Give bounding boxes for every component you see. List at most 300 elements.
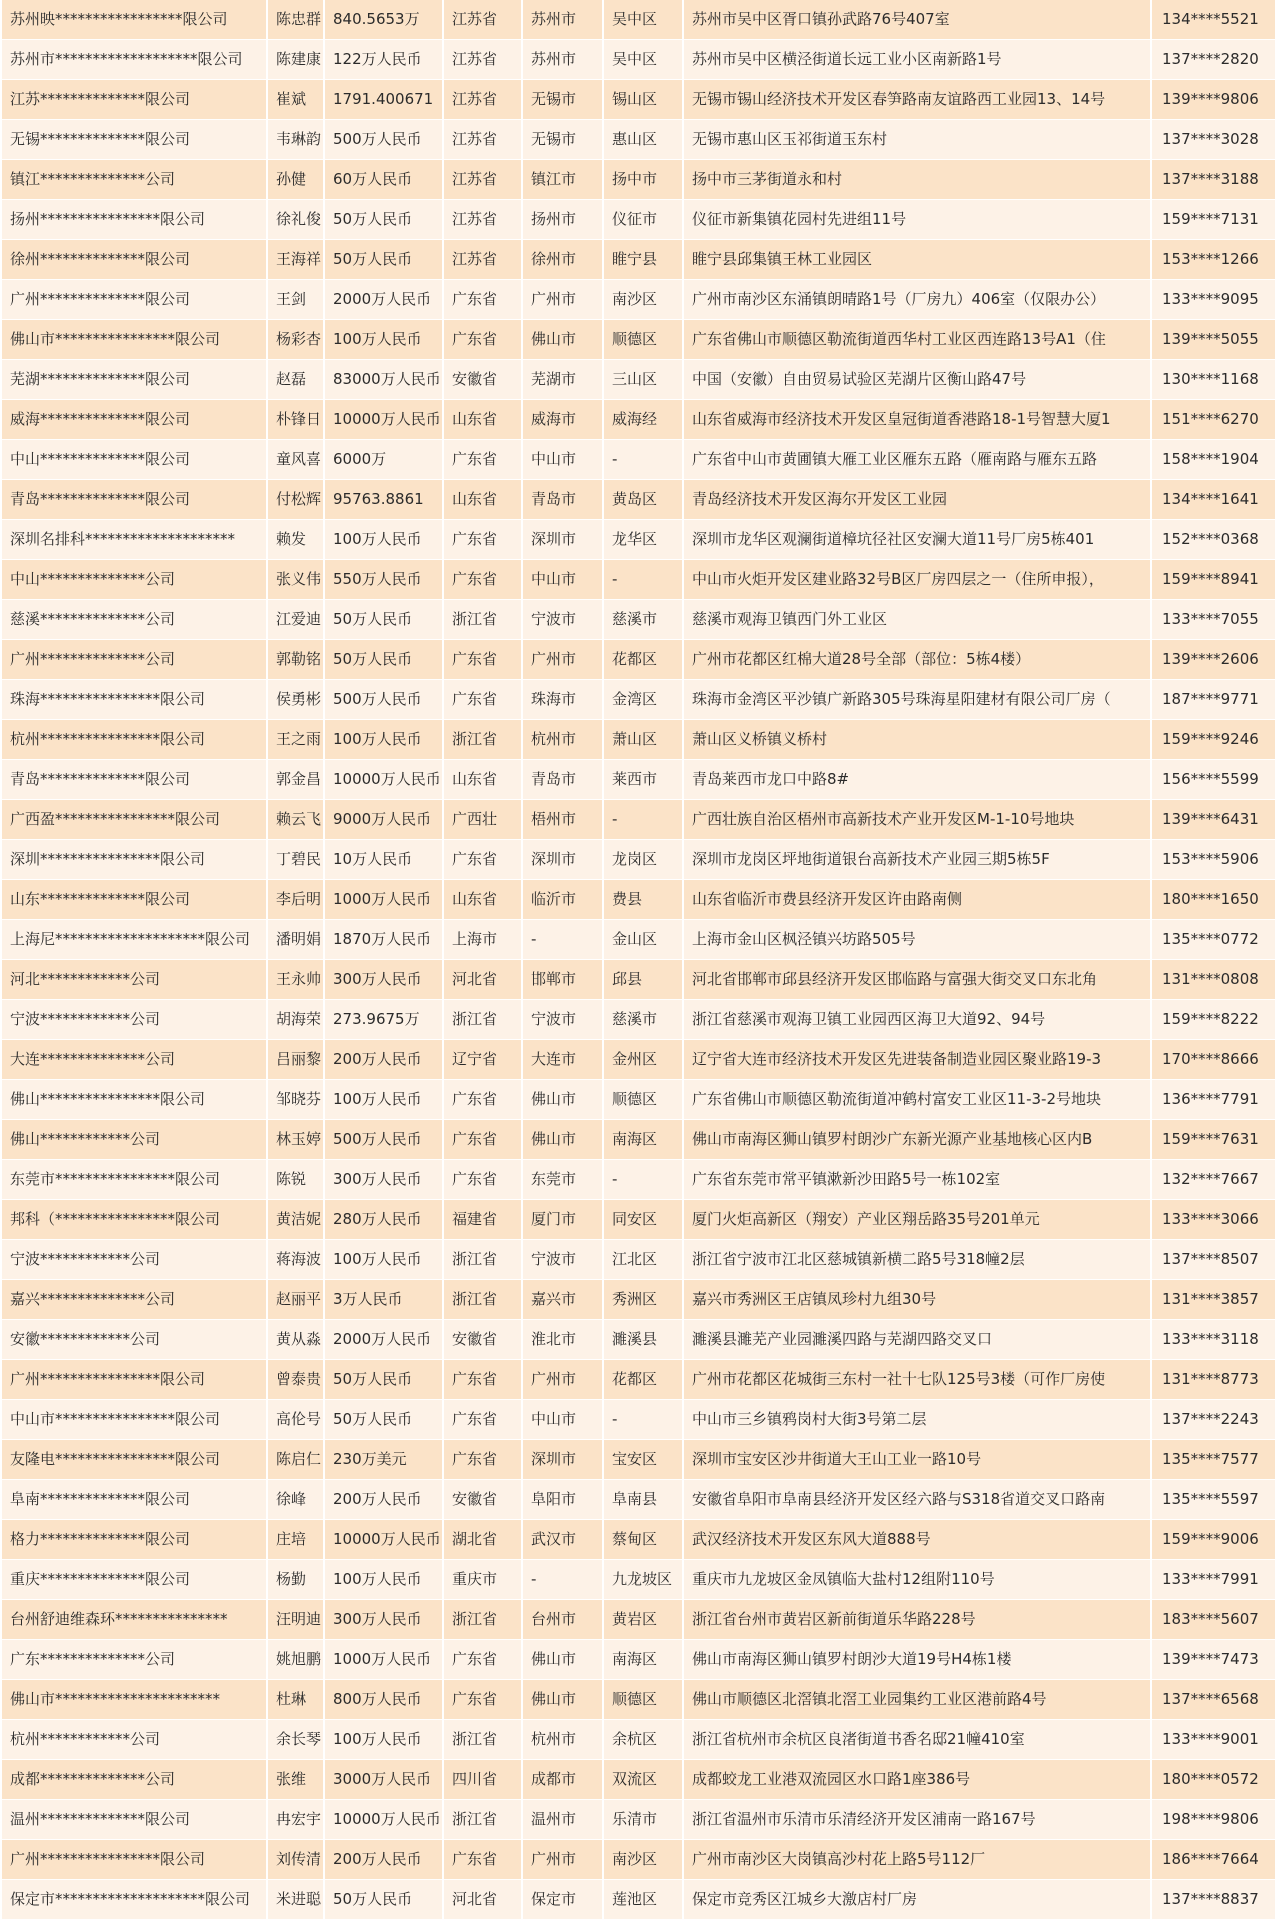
phone-cell: 139****5055 (1151, 320, 1276, 360)
capital-cell: 280万人民币 (324, 1200, 443, 1240)
phone-cell: 135****7577 (1151, 1440, 1276, 1480)
phone-cell: 134****5521 (1151, 0, 1276, 40)
city-cell: 东莞市 (522, 1160, 603, 1200)
capital-cell: 100万人民币 (324, 1240, 443, 1280)
phone-cell: 151****6270 (1151, 400, 1276, 440)
city-cell: 宁波市 (522, 600, 603, 640)
address-cell: 深圳市宝安区沙井街道大王山工业一路10号 (683, 1440, 1151, 1480)
city-cell: 镇江市 (522, 160, 603, 200)
district-cell: 江北区 (603, 1240, 683, 1280)
capital-cell: 3万人民币 (324, 1280, 443, 1320)
address-cell: 广州市花都区花城街三东村一社十七队125号3楼（可作厂房使 (683, 1360, 1151, 1400)
city-cell: 深圳市 (522, 840, 603, 880)
city-cell: 扬州市 (522, 200, 603, 240)
address-cell: 苏州市吴中区胥口镇孙武路76号407室 (683, 0, 1151, 40)
city-cell: 厦门市 (522, 1200, 603, 1240)
district-cell: 黄岛区 (603, 480, 683, 520)
phone-cell: 183****5607 (1151, 1600, 1276, 1640)
table-row (2, 280, 1276, 320)
contact-cell: 冉宏宇 (267, 1800, 324, 1840)
phone-cell: 180****1650 (1151, 880, 1276, 920)
address-cell: 安徽省阜阳市阜南县经济开发区经六路与S318省道交叉口路南 (683, 1480, 1151, 1520)
capital-cell: 200万人民币 (324, 1480, 443, 1520)
table-row (2, 760, 1276, 800)
district-cell: 宝安区 (603, 1440, 683, 1480)
table-row (2, 680, 1276, 720)
company-cell: 中山**************公司 (2, 560, 267, 600)
province-cell: 广东省 (443, 1680, 522, 1720)
city-cell: 广州市 (522, 640, 603, 680)
company-cell: 镇江**************公司 (2, 160, 267, 200)
province-cell: 广东省 (443, 1400, 522, 1440)
contact-cell: 林玉婷 (267, 1120, 324, 1160)
address-cell: 佛山市南海区狮山镇罗村朗沙广东新光源产业基地核心区内B (683, 1120, 1151, 1160)
contact-cell: 庄培 (267, 1520, 324, 1560)
city-cell: 佛山市 (522, 1120, 603, 1160)
contact-cell: 王海祥 (267, 240, 324, 280)
district-cell: 吴中区 (603, 40, 683, 80)
table-row (2, 240, 1276, 280)
city-cell: 台州市 (522, 1600, 603, 1640)
phone-cell: 133****3066 (1151, 1200, 1276, 1240)
city-cell: 深圳市 (522, 1440, 603, 1480)
province-cell: 安徽省 (443, 360, 522, 400)
district-cell: 阜南县 (603, 1480, 683, 1520)
phone-cell: 187****9771 (1151, 680, 1276, 720)
contact-cell: 杜琳 (267, 1680, 324, 1720)
company-cell: 东莞市****************限公司 (2, 1160, 267, 1200)
address-cell: 仪征市新集镇花园村先进组11号 (683, 200, 1151, 240)
district-cell: 龙华区 (603, 520, 683, 560)
district-cell: 扬中市 (603, 160, 683, 200)
contact-cell: 李后明 (267, 880, 324, 920)
city-cell: - (522, 1560, 603, 1600)
address-cell: 广州市南沙区东涌镇朗晴路1号（厂房九）406室（仅限办公） (683, 280, 1151, 320)
capital-cell: 50万人民币 (324, 600, 443, 640)
city-cell: 无锡市 (522, 120, 603, 160)
capital-cell: 100万人民币 (324, 1560, 443, 1600)
province-cell: 福建省 (443, 1200, 522, 1240)
table-row (2, 360, 1276, 400)
province-cell: 江苏省 (443, 240, 522, 280)
company-cell: 深圳****************限公司 (2, 840, 267, 880)
city-cell: 苏州市 (522, 40, 603, 80)
province-cell: 江苏省 (443, 120, 522, 160)
city-cell: 深圳市 (522, 520, 603, 560)
company-cell: 保定市********************限公司 (2, 1880, 267, 1920)
table-row (2, 400, 1276, 440)
contact-cell: 张义伟 (267, 560, 324, 600)
capital-cell: 3000万人民币 (324, 1760, 443, 1800)
phone-cell: 159****7131 (1151, 200, 1276, 240)
capital-cell: 50万人民币 (324, 200, 443, 240)
phone-cell: 170****8666 (1151, 1040, 1276, 1080)
district-cell: - (603, 800, 683, 840)
city-cell: 杭州市 (522, 720, 603, 760)
phone-cell: 158****1904 (1151, 440, 1276, 480)
district-cell: 花都区 (603, 1360, 683, 1400)
city-cell: 中山市 (522, 560, 603, 600)
phone-cell: 130****1168 (1151, 360, 1276, 400)
province-cell: 广东省 (443, 840, 522, 880)
contact-cell: 汪明迪 (267, 1600, 324, 1640)
address-cell: 辽宁省大连市经济技术开发区先进装备制造业园区聚业路19-3 (683, 1040, 1151, 1080)
city-cell: 淮北市 (522, 1320, 603, 1360)
company-cell: 格力**************限公司 (2, 1520, 267, 1560)
table-row (2, 800, 1276, 840)
contact-cell: 韦琳韵 (267, 120, 324, 160)
address-cell: 青岛莱西市龙口中路8# (683, 760, 1151, 800)
contact-cell: 胡海荣 (267, 1000, 324, 1040)
table-row (2, 1440, 1276, 1480)
address-cell: 珠海市金湾区平沙镇广新路305号珠海星阳建材有限公司厂房（ (683, 680, 1151, 720)
company-cell: 山东**************限公司 (2, 880, 267, 920)
district-cell: 莲池区 (603, 1880, 683, 1920)
company-cell: 青岛**************限公司 (2, 480, 267, 520)
address-cell: 中国（安徽）自由贸易试验区芜湖片区衡山路47号 (683, 360, 1151, 400)
address-cell: 扬中市三茅街道永和村 (683, 160, 1151, 200)
province-cell: 江苏省 (443, 80, 522, 120)
city-cell: 广州市 (522, 280, 603, 320)
province-cell: 浙江省 (443, 600, 522, 640)
district-cell: 慈溪市 (603, 600, 683, 640)
table-row (2, 1200, 1276, 1240)
address-cell: 濉溪县濉芜产业园濉溪四路与芜湖四路交叉口 (683, 1320, 1151, 1360)
company-cell: 慈溪**************公司 (2, 600, 267, 640)
city-cell: 青岛市 (522, 760, 603, 800)
table-row (2, 1680, 1276, 1720)
capital-cell: 2000万人民币 (324, 1320, 443, 1360)
company-cell: 江苏**************限公司 (2, 80, 267, 120)
company-cell: 佛山****************限公司 (2, 1080, 267, 1120)
phone-cell: 136****7791 (1151, 1080, 1276, 1120)
contact-cell: 朴锋日 (267, 400, 324, 440)
city-cell: 保定市 (522, 1880, 603, 1920)
company-cell: 台州舒迪维森环*************** (2, 1600, 267, 1640)
address-cell: 慈溪市观海卫镇西门外工业区 (683, 600, 1151, 640)
contact-cell: 黄从淼 (267, 1320, 324, 1360)
contact-cell: 刘传清 (267, 1840, 324, 1880)
capital-cell: 2000万人民币 (324, 280, 443, 320)
phone-cell: 133****7991 (1151, 1560, 1276, 1600)
phone-cell: 153****5906 (1151, 840, 1276, 880)
city-cell: 无锡市 (522, 80, 603, 120)
capital-cell: 100万人民币 (324, 320, 443, 360)
province-cell: 广东省 (443, 440, 522, 480)
district-cell: 乐清市 (603, 1800, 683, 1840)
province-cell: 浙江省 (443, 720, 522, 760)
company-cell: 广东**************公司 (2, 1640, 267, 1680)
capital-cell: 100万人民币 (324, 1720, 443, 1760)
company-cell: 扬州****************限公司 (2, 200, 267, 240)
address-cell: 中山市火炬开发区建业路32号B区厂房四层之一（住所申报）， (683, 560, 1151, 600)
table-row (2, 1080, 1276, 1120)
address-cell: 浙江省宁波市江北区慈城镇新横二路5号318幢2层 (683, 1240, 1151, 1280)
phone-cell: 137****6568 (1151, 1680, 1276, 1720)
table-row (2, 200, 1276, 240)
company-cell: 安徽************公司 (2, 1320, 267, 1360)
address-cell: 上海市金山区枫泾镇兴坊路505号 (683, 920, 1151, 960)
district-cell: 金湾区 (603, 680, 683, 720)
capital-cell: 100万人民币 (324, 1080, 443, 1120)
province-cell: 山东省 (443, 880, 522, 920)
city-cell: 佛山市 (522, 1640, 603, 1680)
city-cell: 中山市 (522, 1400, 603, 1440)
table-row (2, 1480, 1276, 1520)
company-cell: 苏州映*****************限公司 (2, 0, 267, 40)
company-cell: 中山市****************限公司 (2, 1400, 267, 1440)
table-row (2, 520, 1276, 560)
capital-cell: 550万人民币 (324, 560, 443, 600)
province-cell: 广东省 (443, 1640, 522, 1680)
table-row (2, 1760, 1276, 1800)
capital-cell: 100万人民币 (324, 520, 443, 560)
city-cell: 中山市 (522, 440, 603, 480)
table-row (2, 1320, 1276, 1360)
district-cell: 南沙区 (603, 280, 683, 320)
province-cell: 重庆市 (443, 1560, 522, 1600)
contact-cell: 江爱迪 (267, 600, 324, 640)
contact-cell: 付松辉 (267, 480, 324, 520)
phone-cell: 152****0368 (1151, 520, 1276, 560)
contact-cell: 陈忠群 (267, 0, 324, 40)
capital-cell: 6000万 (324, 440, 443, 480)
city-cell: 武汉市 (522, 1520, 603, 1560)
address-cell: 广西壮族自治区梧州市高新技术产业开发区M-1-10号地块 (683, 800, 1151, 840)
table-row (2, 1880, 1276, 1920)
district-cell: 金州区 (603, 1040, 683, 1080)
city-cell: 杭州市 (522, 1720, 603, 1760)
address-cell: 成都蛟龙工业港双流园区水口路1座386号 (683, 1760, 1151, 1800)
company-cell: 青岛**************限公司 (2, 760, 267, 800)
district-cell: 金山区 (603, 920, 683, 960)
contact-cell: 曾泰贵 (267, 1360, 324, 1400)
province-cell: 江苏省 (443, 40, 522, 80)
province-cell: 江苏省 (443, 200, 522, 240)
province-cell: 浙江省 (443, 1000, 522, 1040)
table-row (2, 0, 1276, 40)
capital-cell: 10万人民币 (324, 840, 443, 880)
table-row (2, 120, 1276, 160)
province-cell: 上海市 (443, 920, 522, 960)
phone-cell: 134****1641 (1151, 480, 1276, 520)
contact-cell: 童风喜 (267, 440, 324, 480)
capital-cell: 50万人民币 (324, 1400, 443, 1440)
phone-cell: 137****8837 (1151, 1880, 1276, 1920)
table-row (2, 1560, 1276, 1600)
phone-cell: 133****9095 (1151, 280, 1276, 320)
province-cell: 河北省 (443, 960, 522, 1000)
address-cell: 广州市南沙区大岗镇高沙村花上路5号112厂 (683, 1840, 1151, 1880)
province-cell: 广东省 (443, 1080, 522, 1120)
district-cell: 黄岩区 (603, 1600, 683, 1640)
province-cell: 山东省 (443, 400, 522, 440)
city-cell: 邯郸市 (522, 960, 603, 1000)
phone-cell: 131****8773 (1151, 1360, 1276, 1400)
city-cell: 宁波市 (522, 1240, 603, 1280)
capital-cell: 100万人民币 (324, 720, 443, 760)
contact-cell: 潘明娟 (267, 920, 324, 960)
address-cell: 重庆市九龙坡区金凤镇临大盐村12组附110号 (683, 1560, 1151, 1600)
table-row (2, 1360, 1276, 1400)
district-cell: 南海区 (603, 1640, 683, 1680)
address-cell: 中山市三乡镇鸦岗村大街3号第二层 (683, 1400, 1151, 1440)
contact-cell: 邹晓芬 (267, 1080, 324, 1120)
phone-cell: 131****0808 (1151, 960, 1276, 1000)
company-cell: 深圳名排科******************** (2, 520, 267, 560)
company-cell: 宁波************公司 (2, 1240, 267, 1280)
district-cell: 余杭区 (603, 1720, 683, 1760)
address-cell: 广东省佛山市顺德区勒流街道冲鹤村富安工业区11-3-2号地块 (683, 1080, 1151, 1120)
province-cell: 广东省 (443, 1120, 522, 1160)
phone-cell: 137****3188 (1151, 160, 1276, 200)
company-cell: 温州**************限公司 (2, 1800, 267, 1840)
capital-cell: 230万美元 (324, 1440, 443, 1480)
phone-cell: 135****0772 (1151, 920, 1276, 960)
phone-cell: 132****7667 (1151, 1160, 1276, 1200)
city-cell: 芜湖市 (522, 360, 603, 400)
company-cell: 无锡**************限公司 (2, 120, 267, 160)
phone-cell: 135****5597 (1151, 1480, 1276, 1520)
capital-cell: 50万人民币 (324, 640, 443, 680)
address-cell: 山东省威海市经济技术开发区皇冠街道香港路18-1号智慧大厦1 (683, 400, 1151, 440)
company-cell: 佛山************公司 (2, 1120, 267, 1160)
phone-cell: 159****7631 (1151, 1120, 1276, 1160)
phone-cell: 139****2606 (1151, 640, 1276, 680)
company-cell: 河北************公司 (2, 960, 267, 1000)
contact-cell: 吕丽黎 (267, 1040, 324, 1080)
capital-cell: 273.9675万 (324, 1000, 443, 1040)
address-cell: 保定市竞秀区江城乡大激店村厂房 (683, 1880, 1151, 1920)
address-cell: 广东省中山市黄圃镇大雁工业区雁东五路（雁南路与雁东五路 (683, 440, 1151, 480)
table-row (2, 1040, 1276, 1080)
table-row (2, 480, 1276, 520)
contact-cell: 郭金昌 (267, 760, 324, 800)
province-cell: 浙江省 (443, 1720, 522, 1760)
district-cell: 顺德区 (603, 1080, 683, 1120)
district-cell: 费县 (603, 880, 683, 920)
company-cell: 苏州市*******************限公司 (2, 40, 267, 80)
table-row (2, 440, 1276, 480)
table-row (2, 1240, 1276, 1280)
city-cell: 大连市 (522, 1040, 603, 1080)
phone-cell: 137****2820 (1151, 40, 1276, 80)
contact-cell: 赵磊 (267, 360, 324, 400)
table-row (2, 600, 1276, 640)
capital-cell: 200万人民币 (324, 1040, 443, 1080)
province-cell: 辽宁省 (443, 1040, 522, 1080)
district-cell: 莱西市 (603, 760, 683, 800)
company-cell: 广西盈****************限公司 (2, 800, 267, 840)
table-row (2, 880, 1276, 920)
capital-cell: 50万人民币 (324, 240, 443, 280)
contact-cell: 侯勇彬 (267, 680, 324, 720)
district-cell: 吴中区 (603, 0, 683, 40)
phone-cell: 139****7473 (1151, 1640, 1276, 1680)
contact-cell: 郭勒铭 (267, 640, 324, 680)
contact-cell: 高伦号 (267, 1400, 324, 1440)
province-cell: 广东省 (443, 280, 522, 320)
capital-cell: 1791.400671 (324, 80, 443, 120)
district-cell: 濉溪县 (603, 1320, 683, 1360)
capital-cell: 1870万人民币 (324, 920, 443, 960)
phone-cell: 159****8222 (1151, 1000, 1276, 1040)
phone-cell: 137****8507 (1151, 1240, 1276, 1280)
city-cell: 佛山市 (522, 320, 603, 360)
district-cell: 九龙坡区 (603, 1560, 683, 1600)
contact-cell: 陈启仁 (267, 1440, 324, 1480)
address-cell: 浙江省温州市乐清市乐清经济开发区浦南一路167号 (683, 1800, 1151, 1840)
contact-cell: 徐礼俊 (267, 200, 324, 240)
contact-cell: 张维 (267, 1760, 324, 1800)
province-cell: 浙江省 (443, 1800, 522, 1840)
contact-cell: 丁碧民 (267, 840, 324, 880)
city-cell: 梧州市 (522, 800, 603, 840)
city-cell: 温州市 (522, 1800, 603, 1840)
city-cell: 嘉兴市 (522, 1280, 603, 1320)
phone-cell: 159****8941 (1151, 560, 1276, 600)
company-cell: 嘉兴**************公司 (2, 1280, 267, 1320)
table-row (2, 1000, 1276, 1040)
company-cell: 佛山市********************** (2, 1680, 267, 1720)
address-cell: 厦门火炬高新区（翔安）产业区翔岳路35号201单元 (683, 1200, 1151, 1240)
phone-cell: 156****5599 (1151, 760, 1276, 800)
city-cell: 广州市 (522, 1840, 603, 1880)
province-cell: 广东省 (443, 320, 522, 360)
table-row (2, 920, 1276, 960)
capital-cell: 1000万人民币 (324, 1640, 443, 1680)
address-cell: 广州市花都区红棉大道28号全部（部位：5栋4楼） (683, 640, 1151, 680)
province-cell: 山东省 (443, 760, 522, 800)
capital-cell: 200万人民币 (324, 1840, 443, 1880)
phone-cell: 131****3857 (1151, 1280, 1276, 1320)
table-row (2, 1120, 1276, 1160)
company-cell: 友隆电****************限公司 (2, 1440, 267, 1480)
company-table (2, 0, 1277, 1920)
capital-cell: 500万人民币 (324, 1120, 443, 1160)
table-row (2, 1840, 1276, 1880)
contact-cell: 赖云飞 (267, 800, 324, 840)
district-cell: 威海经 (603, 400, 683, 440)
province-cell: 浙江省 (443, 1600, 522, 1640)
company-cell: 成都**************公司 (2, 1760, 267, 1800)
phone-cell: 133****9001 (1151, 1720, 1276, 1760)
contact-cell: 蒋海波 (267, 1240, 324, 1280)
address-cell: 山东省临沂市费县经济开发区许由路南侧 (683, 880, 1151, 920)
capital-cell: 300万人民币 (324, 960, 443, 1000)
province-cell: 江苏省 (443, 160, 522, 200)
contact-cell: 王剑 (267, 280, 324, 320)
district-cell: - (603, 1160, 683, 1200)
capital-cell: 10000万人民币 (324, 400, 443, 440)
company-cell: 大连**************公司 (2, 1040, 267, 1080)
capital-cell: 9000万人民币 (324, 800, 443, 840)
capital-cell: 10000万人民币 (324, 1520, 443, 1560)
district-cell: 同安区 (603, 1200, 683, 1240)
phone-cell: 137****2243 (1151, 1400, 1276, 1440)
phone-cell: 180****0572 (1151, 1760, 1276, 1800)
contact-cell: 赖发 (267, 520, 324, 560)
district-cell: 蔡甸区 (603, 1520, 683, 1560)
district-cell: 仪征市 (603, 200, 683, 240)
table-row (2, 1160, 1276, 1200)
district-cell: 三山区 (603, 360, 683, 400)
province-cell: 广东省 (443, 680, 522, 720)
capital-cell: 95763.8861 (324, 480, 443, 520)
province-cell: 广东省 (443, 520, 522, 560)
company-cell: 杭州****************限公司 (2, 720, 267, 760)
table-row (2, 1520, 1276, 1560)
